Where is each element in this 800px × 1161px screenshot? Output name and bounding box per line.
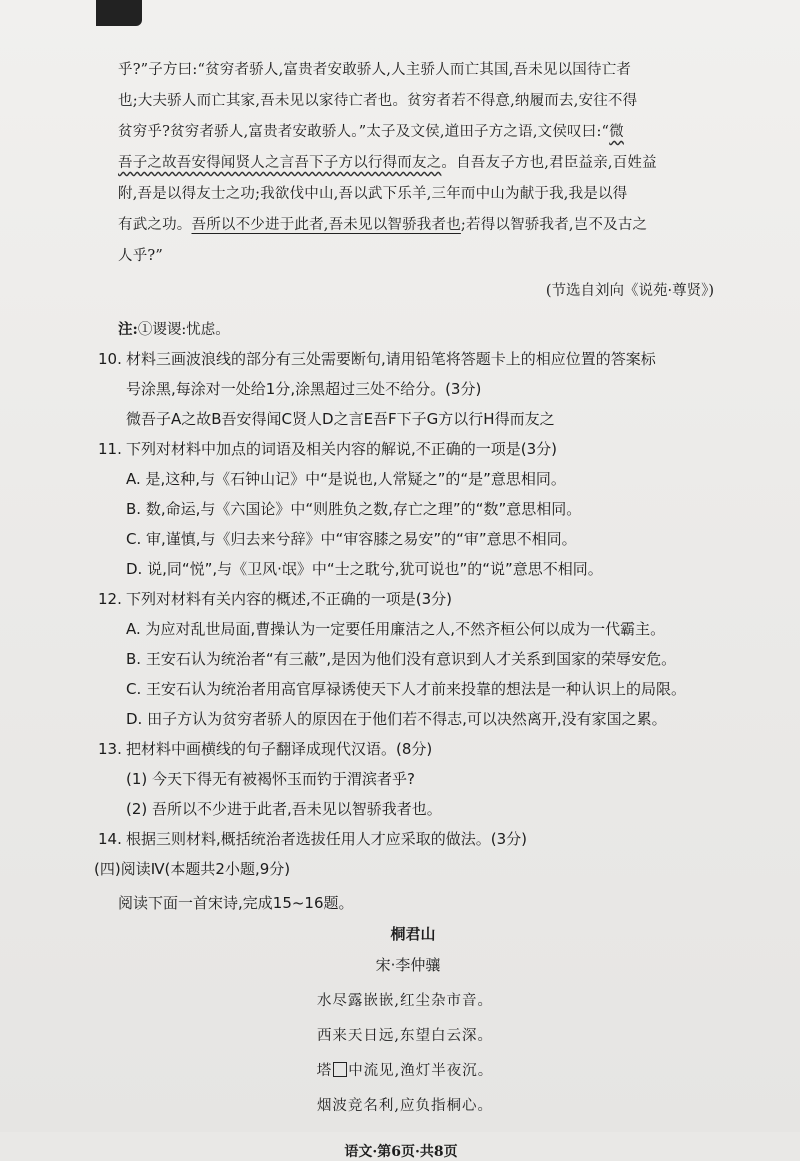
question-12 (98, 589, 718, 729)
passage-line-5: 附,吾是以得友士之功;我欲伐中山,吾以武下乐羊,三年而中山为献于我,我是以得 (118, 186, 628, 202)
section-heading: (四)阅读Ⅳ(本题共2小题,9分) (94, 860, 291, 878)
question-text: 下列对材料有关内容的概述,不正确的一项是(3分) (126, 590, 453, 608)
passage-line-7: 人乎?” (118, 248, 163, 264)
passage-line-1: 乎?”子方曰:“贫穷者骄人,富贵者安敢骄人,人主骄人而亡其国,吾未见以国待亡者 (118, 62, 632, 78)
underlined-sentence: 吾所以不少进于此者,吾未见以智骄我者也 (191, 217, 461, 233)
passage-source: (节选自刘向《说苑·尊贤》) (545, 283, 714, 299)
translation-item-2: (2) 吾所以不少进于此者,吾未见以智骄我者也。 (126, 800, 442, 818)
question-text: 下列对材料中加点的词语及相关内容的解说,不正确的一项是(3分) (126, 440, 558, 458)
question-number: 10. (98, 350, 122, 368)
break-options: 微吾子A之故B吾安得闻C贤人D之言E吾F下子G方以行H得而友之 (126, 410, 555, 428)
passage-line-6: 有武之功。吾所以不少进于此者,吾未见以智骄我者也;若得以智骄我者,岂不及古之 (118, 217, 648, 233)
question-10 (98, 349, 718, 429)
option-c: C. 王安石认为统治者用高官厚禄诱使天下人才前来投靠的想法是一种认识上的局限。 (126, 680, 687, 698)
option-b: B. 数,命运,与《六国论》中“则胜负之数,存亡之理”的“数”意思相同。 (126, 500, 582, 518)
footnote-text: ①谡谡:忧虑。 (137, 322, 230, 338)
question-11 (98, 439, 718, 579)
passage (118, 60, 718, 300)
footnote-label: 注: (118, 321, 138, 338)
section-instruction: 阅读下面一首宋诗,完成15~16题。 (118, 894, 354, 912)
poem-title: 桐君山 (390, 925, 436, 943)
question-number: 11. (98, 440, 122, 458)
question-14 (98, 829, 718, 849)
question-number: 14. (98, 830, 122, 848)
poem-line-2: 西来天日远,东望白云深。 (316, 1028, 494, 1044)
translation-item-1: (1) 今天下得无有被褐怀玉而钓于渭滨者乎? (126, 770, 415, 788)
page-footer: 语文·第6页·共8页 (344, 1144, 458, 1160)
option-b: B. 王安石认为统治者“有三蔽”,是因为他们没有意识到人才关系到国家的荣辱安危。 (126, 650, 677, 668)
question-number: 13. (98, 740, 122, 758)
option-c: C. 审,谨慎,与《归去来兮辞》中“审容膝之易安”的“审”意思不相同。 (126, 530, 577, 548)
poem-line-1: 水尽露嵌嵌,红尘杂市音。 (316, 993, 494, 1009)
passage-line-4: 吾子之故吾安得闻贤人之言吾下子方以行得而友之。自吾友子方也,君臣益亲,百姓益 (118, 155, 657, 171)
question-text: 材料三画波浪线的部分有三处需要断句,请用铅笔将答题卡上的相应位置的答案标 (126, 350, 656, 368)
page-content (94, 60, 718, 1161)
scan-edge-mark (96, 0, 142, 26)
poem (118, 923, 718, 1115)
passage-line-2: 也;大夫骄人而亡其家,吾未见以家待亡者也。贫穷者若不得意,纳履而去,安往不得 (118, 93, 638, 109)
option-d: D. 田子方认为贫穷者骄人的原因在于他们若不得志,可以决然离开,没有家国之累。 (126, 710, 667, 728)
question-13 (98, 739, 718, 819)
poem-line-4: 烟波竞名利,应负指桐心。 (316, 1098, 494, 1114)
poem-line-3: 塔 中流见,渔灯半夜沉。 (316, 1063, 494, 1079)
option-d: D. 说,同“悦”,与《卫风·氓》中“士之耽兮,犹可说也”的“说”意思不相同。 (126, 560, 603, 578)
footnote (118, 318, 718, 339)
question-text: 把材料中画横线的句子翻译成现代汉语。(8分) (126, 740, 433, 758)
question-number: 12. (98, 590, 122, 608)
poem-author: 宋·李仲骧 (375, 956, 441, 974)
wavy-underlined-text: 微 (609, 124, 624, 140)
wavy-underlined-text: 吾子之故吾安得闻贤人之言吾下子方以行得而友之 (118, 155, 442, 171)
option-a: A. 是,这种,与《石钟山记》中“是说也,人常疑之”的“是”意思相同。 (126, 470, 566, 488)
missing-character-box (333, 1062, 347, 1077)
question-text-cont: 号涂黑,每涂对一处给1分,涂黑超过三处不给分。(3分) (126, 380, 482, 398)
option-a: A. 为应对乱世局面,曹操认为一定要任用廉洁之人,不然齐桓公何以成为一代霸主。 (126, 620, 666, 638)
passage-line-3: 贫穷乎?贫穷者骄人,富贵者安敢骄人。”太子及文侯,道田子方之语,文侯叹曰:“微 (118, 124, 624, 140)
question-text: 根据三则材料,概括统治者选拔任用人才应采取的做法。(3分) (126, 830, 528, 848)
